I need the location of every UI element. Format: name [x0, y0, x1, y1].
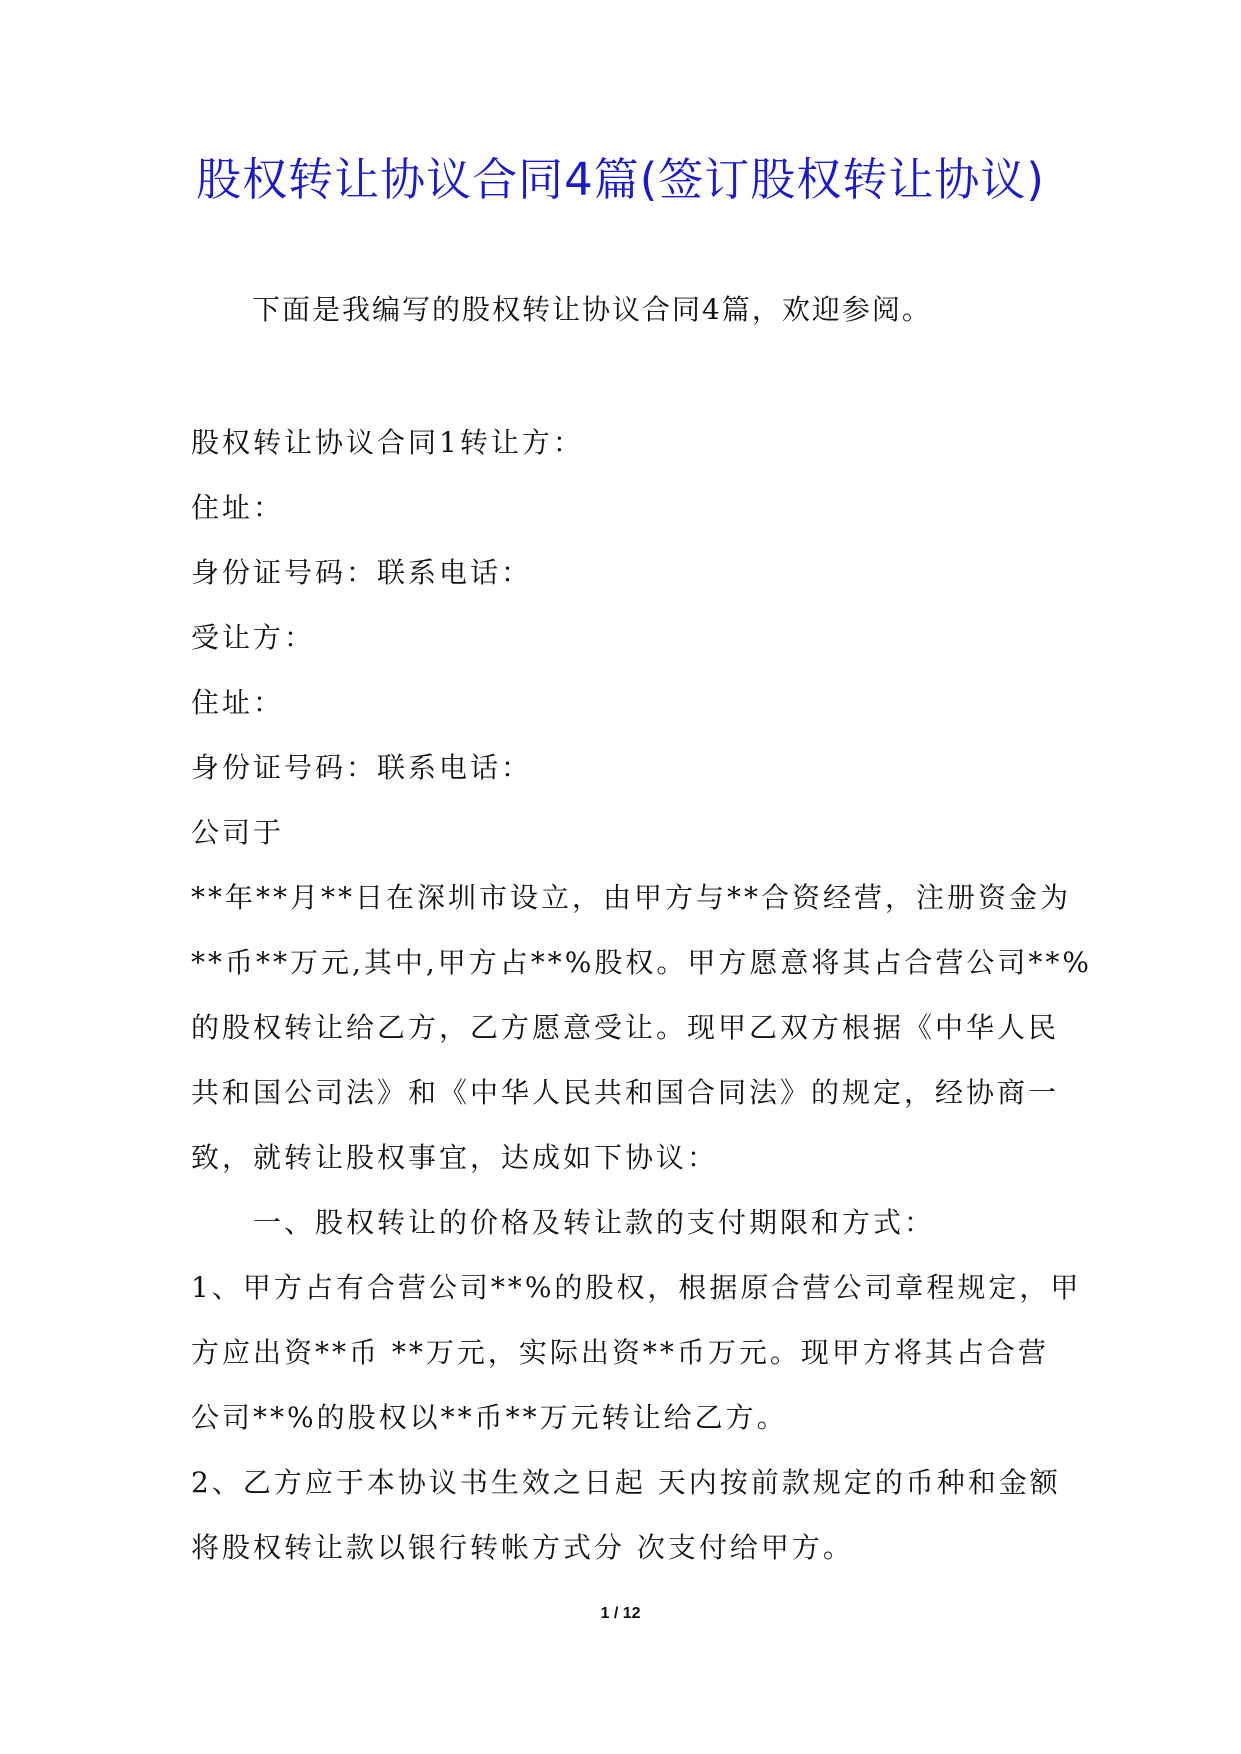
section-heading: 一、股权转让的价格及转让款的支付期限和方式：	[253, 1206, 936, 1239]
document-body	[191, 423, 1093, 1593]
text-line: 受让方：	[191, 621, 316, 654]
text-line: 公司于	[191, 816, 285, 849]
text-line: 公司**%的股权以**币**万元转让给乙方。	[191, 1401, 788, 1434]
text-line: **币**万元,其中,甲方占**%股权。甲方愿意将其占合营公司**%	[191, 946, 1093, 979]
text-line: 股权转让协议合同1转让方：	[191, 426, 584, 459]
text-line: 的股权转让给乙方，乙方愿意受让。现甲乙双方根据《中华人民	[191, 1011, 1060, 1044]
text-line: 2、乙方应于本协议书生效之日起 天内按前款规定的币种和金额	[191, 1466, 1061, 1499]
text-line: 致，就转让股权事宜，达成如下协议：	[191, 1141, 719, 1174]
text-line: 身份证号码：联系电话：	[191, 556, 533, 589]
page-number: 1 / 12	[600, 1605, 641, 1622]
text-line: 住址：	[191, 686, 285, 719]
text-line: 方应出资**币 **万元，实际出资**币万元。现甲方将其占合营	[191, 1336, 1049, 1369]
text-line: 住址：	[191, 491, 285, 524]
text-line: **年**月**日在深圳市设立，由甲方与**合资经营，注册资金为	[191, 881, 1072, 914]
text-line: 共和国公司法》和《中华人民共和国合同法》的规定，经协商一	[191, 1076, 1060, 1109]
text-line: 1、甲方占有合营公司**%的股权，根据原合营公司章程规定，甲	[191, 1271, 1082, 1304]
text-line: 身份证号码：联系电话：	[191, 751, 533, 784]
document-title: 股权转让协议合同4篇(签订股权转让协议)	[196, 153, 1045, 206]
intro-paragraph: 下面是我编写的股权转让协议合同4篇，欢迎参阅。	[252, 293, 932, 326]
text-line: 将股权转让款以银行转帐方式分 次支付给甲方。	[191, 1531, 854, 1564]
